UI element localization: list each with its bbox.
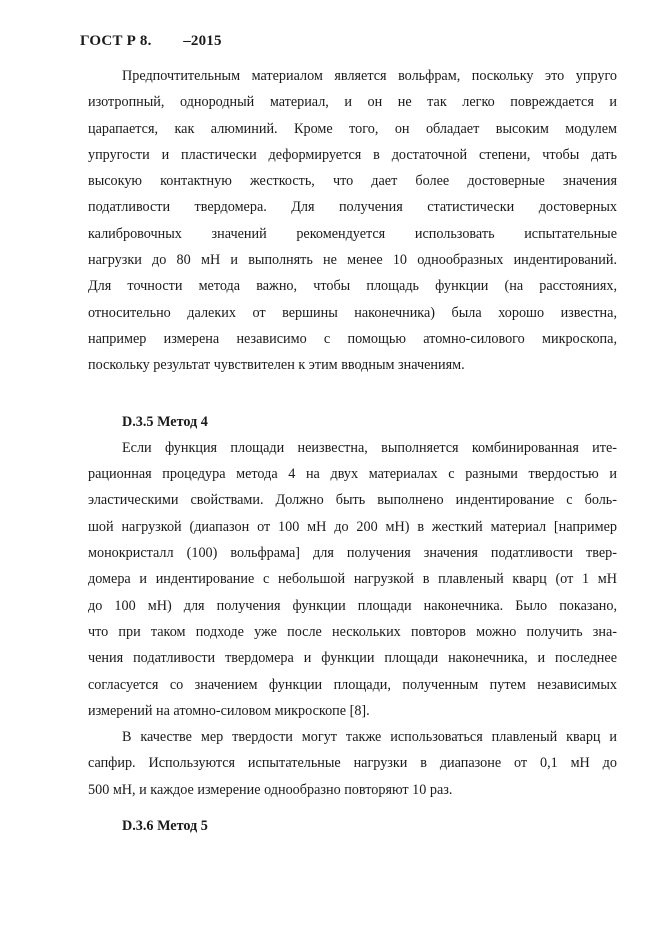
document-body bbox=[88, 63, 617, 839]
text-line: что при таком подходе уже после нескольких повторов можно получить зна- bbox=[88, 623, 617, 640]
text-line: например измерена независимо с помощью атомно-силового микроскопа, bbox=[88, 330, 617, 347]
text-line: изотропный, однородный материал, и он не так легко повреждается и bbox=[88, 94, 617, 111]
text-line: шой нагрузкой (диапазон от 100 мН до 200 мН) в жесткий материал [например bbox=[88, 518, 617, 535]
standard-code: ГОСТ Р 8. bbox=[80, 33, 152, 49]
text-line: относительно далеких от вершины наконечника) была хорошо известна, bbox=[88, 304, 617, 321]
paragraph-tungsten bbox=[88, 63, 617, 379]
text-line: податливости твердомера. Для получения статистически достоверных bbox=[88, 199, 617, 216]
text-line: чения податливости твердомера и функции площади наконечника, и последнее bbox=[88, 650, 617, 667]
text-line: согласуется со значением функции площади, полученным путем независимых bbox=[88, 676, 617, 693]
text-line: В качестве мер твердости могут также использоваться плавленый кварц и bbox=[122, 729, 617, 746]
text-line: 500 мН, и каждое измерение однообразно повторяют 10 раз. bbox=[88, 781, 453, 798]
text-line: измерений на атомно-силовом микроскопе [8]. bbox=[88, 702, 370, 719]
text-line: упругости и пластически деформируется в достаточной степени, чтобы дать bbox=[88, 146, 617, 163]
text-line: калибровочных значений рекомендуется использовать испытательные bbox=[88, 225, 617, 242]
text-line: Для точности метода важно, чтобы площадь функции (на расстояниях, bbox=[88, 278, 617, 295]
text-line: домера и индентирование с небольшой нагрузкой в плавленый кварц (от 1 мН bbox=[88, 571, 617, 588]
text-line: поскольку результат чувствителен к этим вводным значениям. bbox=[88, 357, 465, 374]
section-heading-d35: D.3.5 Метод 4 bbox=[122, 413, 208, 430]
text-line: эластическими свойствами. Должно быть выполнено индентирование с боль- bbox=[88, 492, 617, 509]
paragraph-method4 bbox=[88, 435, 617, 724]
text-line: Предпочтительным материалом является вольфрам, поскольку это упруго bbox=[122, 68, 617, 84]
text-line: царапается, как алюминий. Кроме того, он обладает высоким модулем bbox=[88, 120, 617, 137]
text-line: высокую контактную жесткость, что дает более достоверные значения bbox=[88, 173, 617, 190]
paragraph-hardness-measures bbox=[88, 724, 617, 803]
text-line: монокристалл (100) вольфрама] для получения значения податливости твер- bbox=[88, 545, 617, 562]
section-heading-d36: D.3.6 Метод 5 bbox=[122, 818, 208, 835]
page-header bbox=[80, 33, 222, 50]
standard-year: –2015 bbox=[183, 33, 222, 49]
text-line: рационная процедура метода 4 на двух материалах с разными твердостью и bbox=[88, 466, 617, 483]
text-line: сапфир. Используются испытательные нагрузки в диапазоне от 0,1 мН до bbox=[88, 755, 617, 772]
text-line: Если функция площади неизвестна, выполняется комбинированная ите- bbox=[122, 439, 617, 456]
text-line: нагрузки до 80 мН и выполнять не менее 10 однообразных индентирований. bbox=[88, 252, 617, 269]
text-line: до 100 мН) для получения функции площади наконечника. Было показано, bbox=[88, 597, 617, 614]
